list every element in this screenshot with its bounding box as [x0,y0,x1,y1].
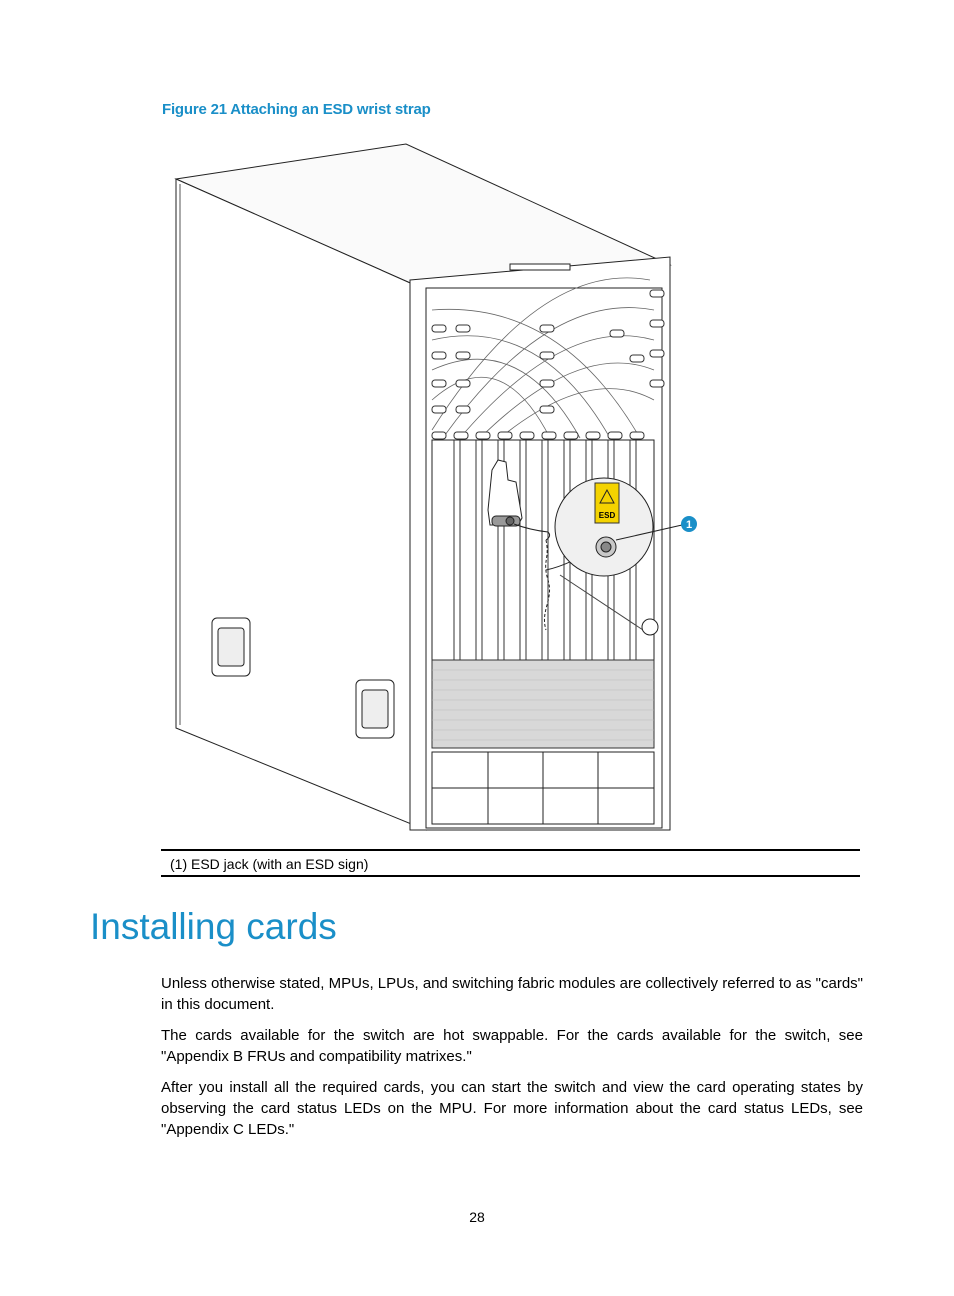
legend-item: (1) ESD jack (with an ESD sign) [170,856,369,872]
legend-top-rule [161,849,860,851]
page-number: 28 [469,1209,485,1225]
callout-number: 1 [685,519,693,531]
paragraph-2: The cards available for the switch are hot swappable. For the cards available for the switch, see "Appendix B FRUs and compatibility matrixes." [161,1027,863,1065]
section-title: Installing cards [90,906,337,947]
legend-bottom-rule [161,875,860,877]
figure-caption: Figure 21 Attaching an ESD wrist strap [162,101,431,118]
esd-sign-label: ESD [598,511,616,520]
switch-chassis-illustration [170,140,710,840]
paragraph-3: After you install all the required cards, you can start the switch and view the card operating states by observing the card status LEDs on the MPU. For more information about the card status LEDs, see "Appendix C LEDs." [161,1079,863,1138]
paragraph-1: Unless otherwise stated, MPUs, LPUs, and switching fabric modules are collectively referred to as "cards" in this document. [161,975,863,1013]
